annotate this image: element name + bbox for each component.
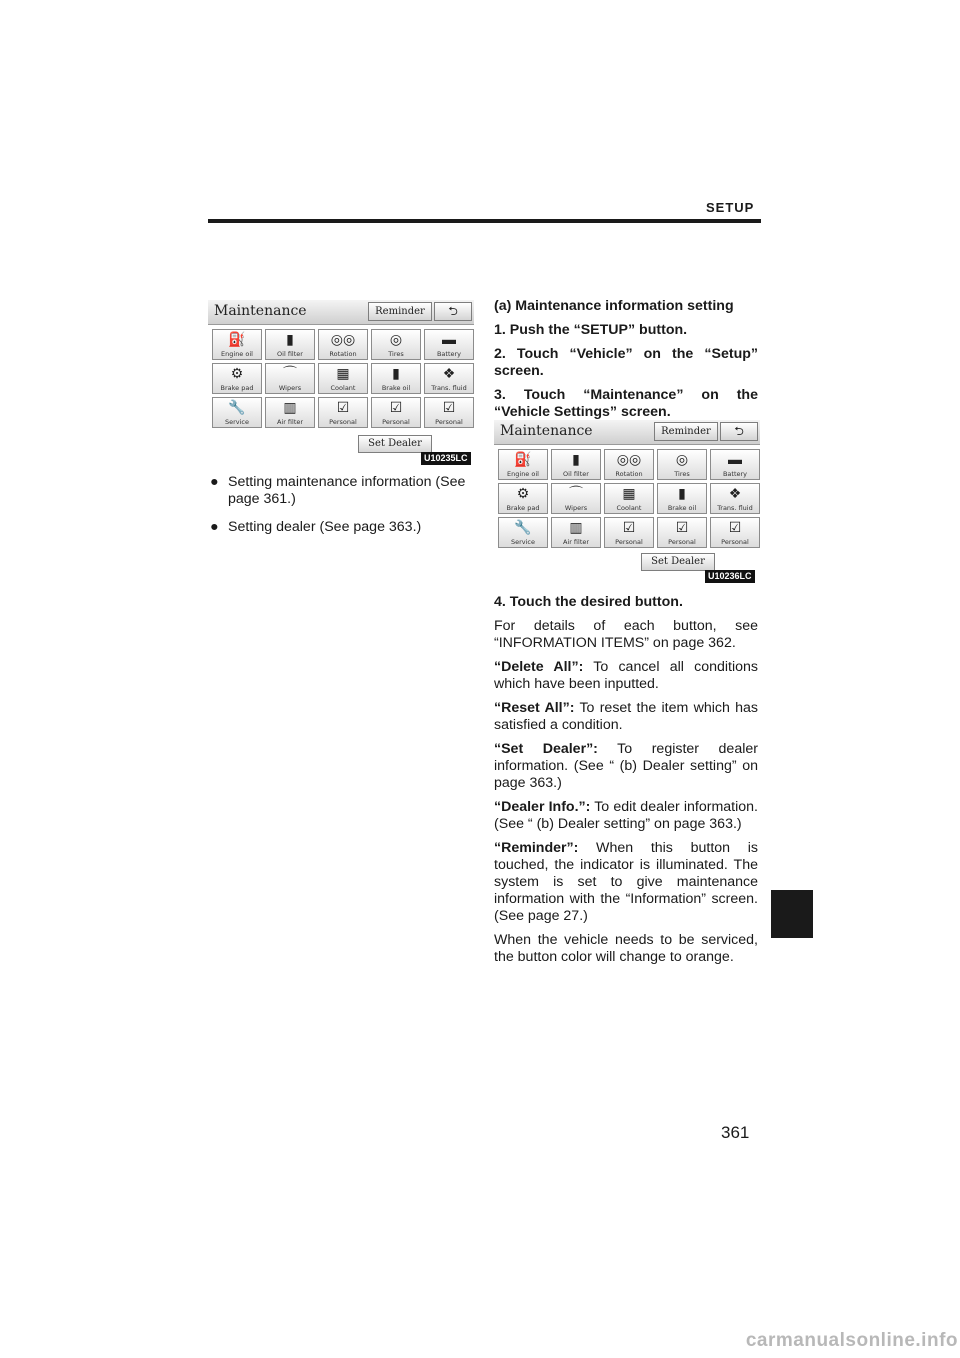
check-icon: ☑ [336,399,350,415]
section-title: SETUP [706,200,755,215]
wiper-icon: ⌒ [283,365,297,381]
step-3: 3. Touch “Maintenance” on the “Vehicle Settings” screen. [494,387,758,420]
tile-personal-1[interactable]: ☑ Personal [318,397,368,428]
tile-brake-pad[interactable]: ⚙ Brake pad [498,483,548,514]
wrench-icon: 🔧 [228,399,246,415]
oil-filter-icon: ▮ [572,451,580,467]
tile-brake-oil[interactable]: ▮ Brake oil [371,363,421,394]
tile-battery[interactable]: ▬ Battery [424,329,474,360]
back-button[interactable] [434,302,472,321]
tile-service[interactable]: 🔧 Service [498,517,548,548]
coolant-icon: ▦ [336,365,350,381]
check-icon: ☑ [675,519,689,535]
wrench-icon: 🔧 [514,519,532,535]
check-icon: ☑ [728,519,742,535]
tile-trans-fluid[interactable]: ❖ Trans. fluid [424,363,474,394]
brake-oil-icon: ▮ [678,485,686,501]
air-filter-icon: ▥ [569,519,583,535]
check-icon: ☑ [622,519,636,535]
screen-header [494,420,760,445]
tile-rotation[interactable]: ◎◎ Rotation [604,449,654,480]
maintenance-grid [212,329,474,428]
figure-code: U10236LC [705,570,755,583]
wiper-icon: ⌒ [569,485,583,501]
item-reset-all: “Reset All”: To reset the item which has satisfied a condition. [494,700,758,733]
trans-fluid-icon: ❖ [442,365,456,381]
watermark: carmanualsonline.info [745,1330,958,1351]
brake-oil-icon: ▮ [392,365,400,381]
item-reminder: “Reminder”: When this button is touched, the indicator is illuminated. The system is set to give maintenance information with the “Information” screen. (See page 27.) [494,840,758,924]
tile-oil-filter[interactable]: ▮ Oil filter [265,329,315,360]
tile-coolant[interactable]: ▦ Coolant [318,363,368,394]
tile-tires[interactable]: ◎ Tires [371,329,421,360]
air-filter-icon: ▥ [283,399,297,415]
battery-icon: ▬ [728,451,742,467]
set-dealer-button[interactable]: Set Dealer [641,553,715,571]
maintenance-screen-left [208,300,474,466]
section-heading: (a) Maintenance information setting [494,298,734,314]
right-column-details [494,594,758,966]
tile-personal-2[interactable]: ☑ Personal [371,397,421,428]
maintenance-grid [498,449,760,548]
screen-header [208,300,474,325]
right-column-steps [494,298,758,421]
tile-rotation[interactable]: ◎◎ Rotation [318,329,368,360]
check-icon: ☑ [442,399,456,415]
tile-wipers[interactable]: ⌒ Wipers [265,363,315,394]
step-2: 2. Touch “Vehicle” on the “Setup” screen. [494,346,758,379]
tile-personal-3[interactable]: ☑ Personal [424,397,474,428]
tile-oil-filter[interactable]: ▮ Oil filter [551,449,601,480]
step-1: 1. Push the “SETUP” button. [494,322,688,338]
bullet-item: ● Setting maintenance information (See page 361.) [210,474,466,507]
item-delete-all: “Delete All”: To cancel all conditions which have been inputted. [494,659,758,692]
tire-rotation-icon: ◎◎ [330,331,356,347]
tile-brake-pad[interactable]: ⚙ Brake pad [212,363,262,394]
back-arrow-icon: ⮌ [448,304,458,318]
tile-personal-2[interactable]: ☑ Personal [657,517,707,548]
tile-personal-1[interactable]: ☑ Personal [604,517,654,548]
trans-fluid-icon: ❖ [728,485,742,501]
tile-trans-fluid[interactable]: ❖ Trans. fluid [710,483,760,514]
step-4: 4. Touch the desired button. [494,594,683,610]
check-icon: ☑ [389,399,403,415]
tile-engine-oil[interactable]: ⛽ Engine oil [212,329,262,360]
page-number: 361 [721,1123,750,1142]
header-rule [208,219,761,223]
oil-filter-icon: ▮ [286,331,294,347]
tile-air-filter[interactable]: ▥ Air filter [265,397,315,428]
bullet-icon: ● [210,474,219,490]
tile-wipers[interactable]: ⌒ Wipers [551,483,601,514]
screen-title: Maintenance [214,303,307,319]
figure-code: U10235LC [421,452,471,465]
tile-battery[interactable]: ▬ Battery [710,449,760,480]
tile-brake-oil[interactable]: ▮ Brake oil [657,483,707,514]
tile-air-filter[interactable]: ▥ Air filter [551,517,601,548]
oil-can-icon: ⛽ [228,331,246,347]
bullet-icon: ● [210,519,219,535]
bullet-item: ● Setting dealer (See page 363.) [210,519,422,535]
battery-icon: ▬ [442,331,456,347]
set-dealer-button[interactable]: Set Dealer [358,435,432,453]
back-arrow-icon: ⮌ [734,424,744,438]
reminder-button[interactable]: Reminder [654,422,718,441]
back-button[interactable] [720,422,758,441]
oil-can-icon: ⛽ [514,451,532,467]
closing-note: When the vehicle needs to be serviced, the button color will change to orange. [494,932,758,965]
brake-pad-icon: ⚙ [230,365,244,381]
maintenance-screen-right [494,420,760,586]
details-note: For details of each button, see “INFORMATION ITEMS” on page 362. [494,618,758,651]
reminder-button[interactable]: Reminder [368,302,432,321]
tile-service[interactable]: 🔧 Service [212,397,262,428]
brake-pad-icon: ⚙ [516,485,530,501]
tire-icon: ◎ [675,451,689,467]
screen-title: Maintenance [500,423,593,439]
tile-engine-oil[interactable]: ⛽ Engine oil [498,449,548,480]
left-bullets [210,474,476,536]
tile-coolant[interactable]: ▦ Coolant [604,483,654,514]
tire-rotation-icon: ◎◎ [616,451,642,467]
item-set-dealer: “Set Dealer”: To register dealer information. (See “ (b) Dealer setting” on page 363.) [494,741,758,791]
tile-personal-3[interactable]: ☑ Personal [710,517,760,548]
item-dealer-info: “Dealer Info.”: To edit dealer information. (See “ (b) Dealer setting” on page 363.) [494,799,758,832]
coolant-icon: ▦ [622,485,636,501]
tile-tires[interactable]: ◎ Tires [657,449,707,480]
tire-icon: ◎ [389,331,403,347]
chapter-tab-marker [771,890,813,938]
